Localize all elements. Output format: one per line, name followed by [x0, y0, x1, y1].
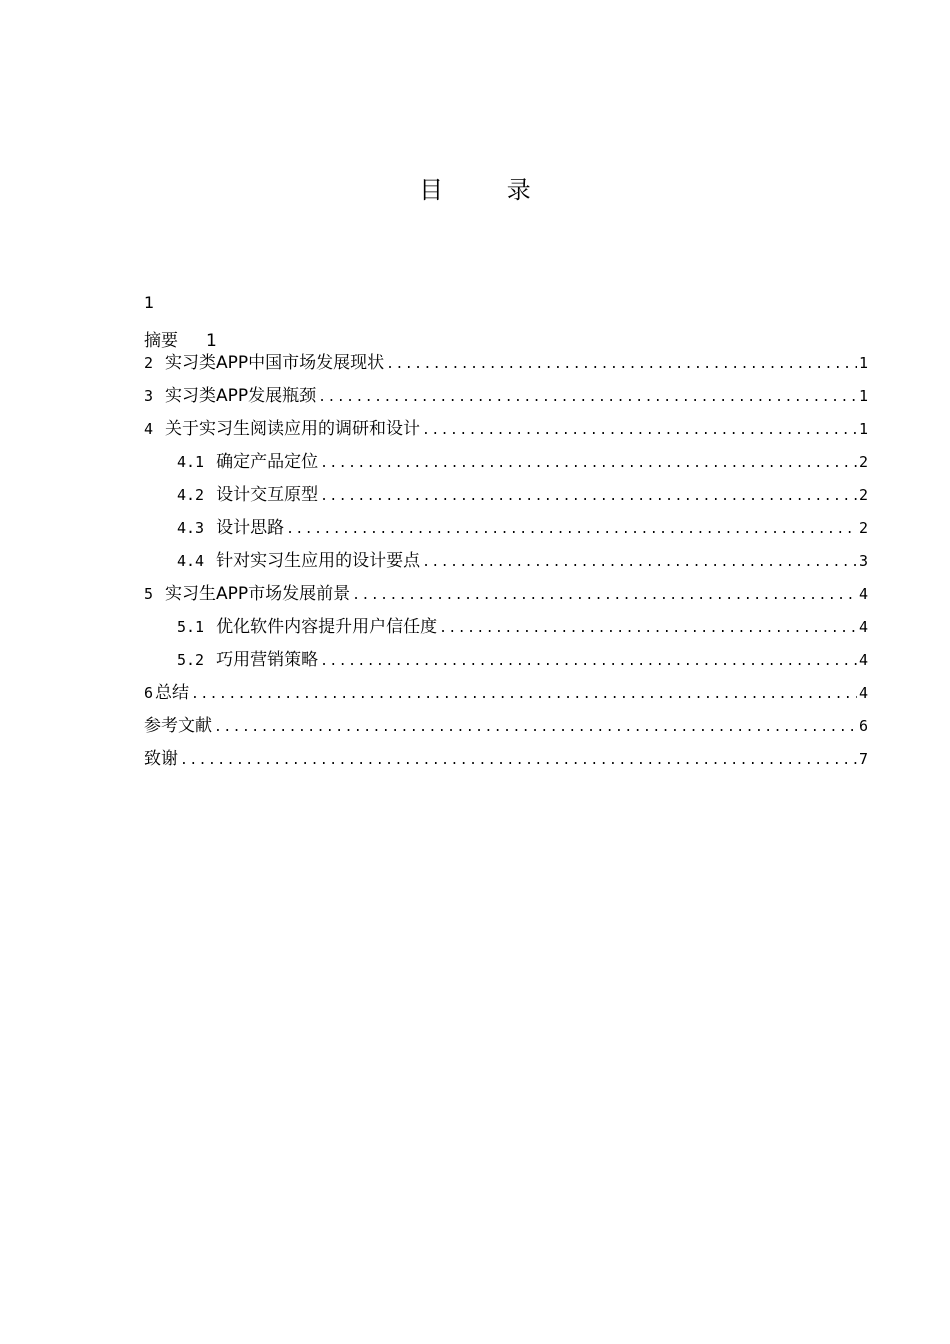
toc-entry-label: 参考文献 [144, 716, 212, 736]
toc-entry-page: 6 [858, 717, 868, 735]
toc-entry[interactable] [144, 578, 868, 611]
toc-entry-label: 实习生APP市场发展前景 [165, 584, 351, 604]
dot-leader [320, 645, 857, 678]
toc-entry-number: 4.3 [177, 519, 205, 537]
dot-leader [386, 348, 857, 381]
toc-entry[interactable] [144, 347, 868, 380]
dot-leader [214, 711, 857, 744]
toc-entry-number: 6 [144, 684, 154, 702]
toc-entry[interactable] [144, 710, 868, 743]
toc-entry-number: 2 [144, 354, 154, 372]
toc-entry-label: 设计思路 [216, 518, 285, 538]
toc-entry-page: 1 [858, 420, 868, 438]
dot-leader [422, 414, 857, 447]
toc-entry-page: 4 [858, 585, 868, 603]
toc-entry-label: 实习类APP中国市场发展现状 [165, 353, 385, 373]
toc-entry-number: 5 [144, 585, 154, 603]
toc-entry-number: 5.1 [177, 618, 205, 636]
toc-entry-label: 针对实习生应用的设计要点 [216, 551, 421, 571]
toc-entry[interactable] [144, 380, 868, 413]
toc-entry-page: 2 [858, 453, 868, 471]
toc-entry-number: 5.2 [177, 651, 205, 669]
toc-entry-number: 4.2 [177, 486, 205, 504]
dot-leader [320, 480, 857, 513]
toc-entry-label: 优化软件内容提升用户信任度 [216, 617, 438, 637]
toc-entry-page: 4 [858, 651, 868, 669]
dot-leader [191, 678, 857, 711]
toc-entry-page: 7 [858, 750, 868, 768]
dot-leader [320, 447, 857, 480]
toc-entry-page: 1 [858, 354, 868, 372]
toc-entry-number: 4 [144, 420, 154, 438]
toc-entry[interactable] [144, 677, 868, 710]
toc-entry-label: 实习类APP发展瓶颈 [165, 386, 317, 406]
dot-leader [180, 744, 857, 777]
toc-entry-page: 2 [858, 519, 868, 537]
toc-entry-number: 4.4 [177, 552, 205, 570]
toc-entry[interactable] [144, 545, 868, 578]
toc-entry[interactable] [144, 743, 868, 776]
toc-entry-number: 4.1 [177, 453, 205, 471]
toc-entry-label: 总结 [155, 683, 190, 703]
toc-entry-page: 2 [858, 486, 868, 504]
toc-entry[interactable] [144, 446, 868, 479]
toc-entry-label: 巧用营销策略 [216, 650, 319, 670]
toc-entry[interactable] [144, 479, 868, 512]
toc-entry-page: 4 [858, 684, 868, 702]
toc-entry-label: 关于实习生阅读应用的调研和设计 [165, 419, 421, 439]
abstract-label: 摘要 [144, 331, 178, 351]
stray-page-number: 1 [144, 293, 155, 312]
toc-entry[interactable] [144, 611, 868, 644]
toc-entry[interactable] [144, 644, 868, 677]
toc-entry-page: 1 [858, 387, 868, 405]
toc-entry-number: 3 [144, 387, 154, 405]
table-of-contents [144, 347, 868, 776]
dot-leader [318, 381, 857, 414]
toc-title: 目 录 [419, 176, 559, 204]
dot-leader [439, 612, 857, 645]
dot-leader [286, 513, 857, 546]
toc-entry-label: 设计交互原型 [216, 485, 319, 505]
dot-leader [352, 579, 857, 612]
toc-entry-label: 致谢 [144, 749, 178, 769]
toc-entry[interactable] [144, 512, 868, 545]
abstract-page: 1 [206, 331, 217, 351]
dot-leader [422, 546, 857, 579]
toc-entry-label: 确定产品定位 [216, 452, 319, 472]
toc-entry-page: 4 [858, 618, 868, 636]
toc-entry[interactable] [144, 413, 868, 446]
toc-entry-page: 3 [858, 552, 868, 570]
